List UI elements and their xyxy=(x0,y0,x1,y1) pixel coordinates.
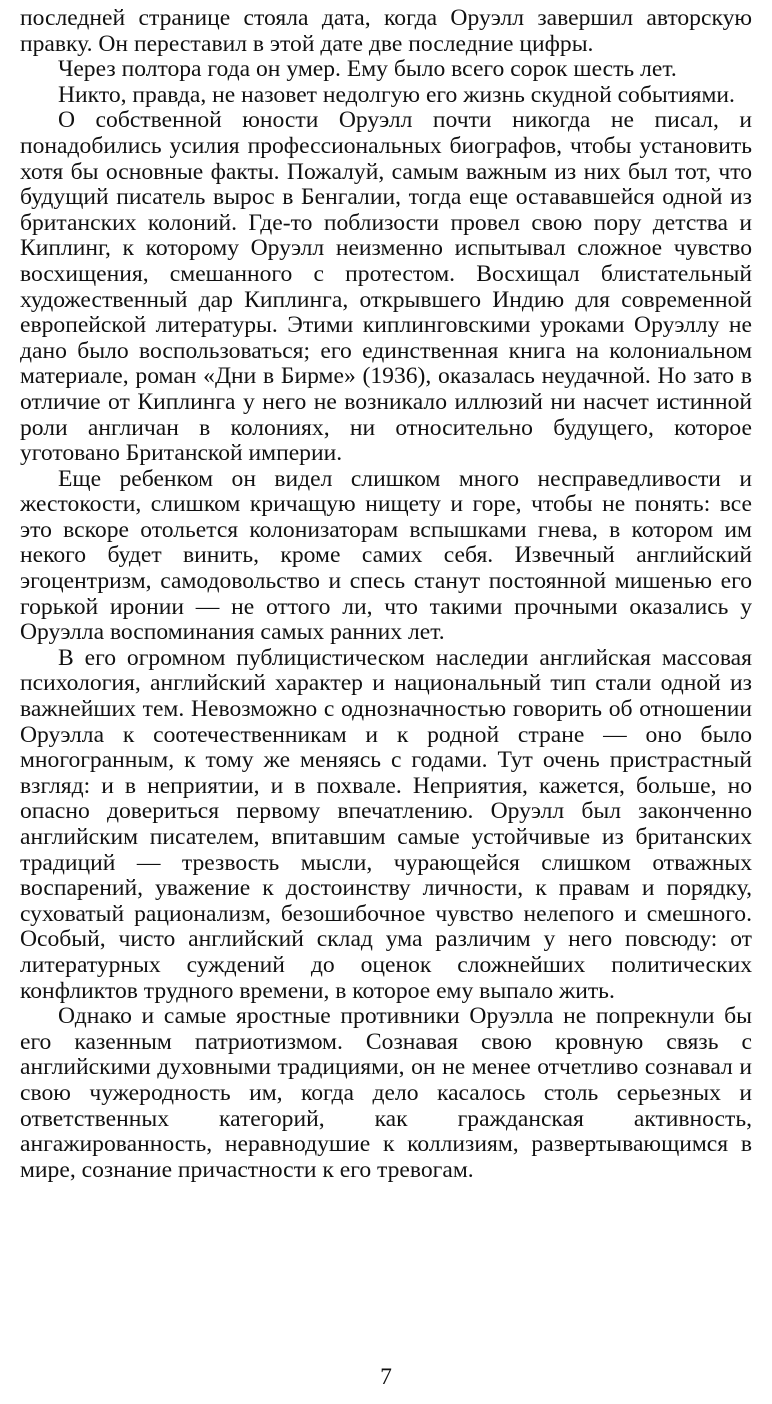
paragraph-5: Еще ребенком он видел слишком много несправедливости и жестокости, слишком кричащую нищету и горе, чтобы не понять: все это вскоре отольется колонизаторам вспышками гнева, в котором им некого будет винить, кроме самих себя. Извечный английский эгоцентризм, самодовольство и спесь станут постоянной мишенью его горькой иронии — не оттого ли, что такими прочными оказались у Оруэлла воспоминания самых ранних лет. xyxy=(20,465,752,646)
text-block xyxy=(20,6,752,1338)
paragraph-7: Однако и самые яростные противники Оруэлла не попрекнули бы его казенным патриотизмом. Сознавая свою кровную связь с английскими духовными традициями, он не менее отчетливо сознавал и свою чужеродность им, когда дело касалось столь серьезных и ответственных категорий, как гражданская активность, ангажированность, неравнодушие к коллизиям, развертывающимся в мире, сознание причастности к его тревогам. xyxy=(20,1003,752,1183)
paragraph-4: О собственной юности Оруэлл почти никогда не писал, и понадобились усилия профессиональных биографов, чтобы установить хотя бы основные факты. Пожалуй, самым важным из них был тот, что будущий писатель вырос в Бенгалии, тогда еще остававшейся одной из британских колоний. Где-то поблизости провел свою пору детства и Киплинг, к которому Оруэлл неизменно испытывал сложное чувство восхищения, смешанного с протестом. Восхищал блистательный художественный дар Киплинга, открывшего Индию для современной европейской литературы. Этими киплинговскими уроками Оруэллу не дано было воспользоваться; его единственная книга на колониальном материале, роман «Дни в Бирме» (1936), оказалась неудачной. Но зато в отличие от Киплинга у него не возникало иллюзий ни насчет истинной роли англичан в колониях, ни относительно будущего, которое уготовано Британской империи. xyxy=(20,107,752,467)
book-page xyxy=(20,6,752,1398)
paragraph-2: Через полтора года он умер. Ему было всего сорок шесть лет. xyxy=(58,56,677,83)
paragraph-3: Никто, правда, не назовет недолгую его жизнь скудной событиями. xyxy=(58,81,735,108)
paragraph-6: В его огромном публицистическом наследии английская массовая психология, английский характер и национальный тип стали одной из важнейших тем. Невозможно с однозначностью говорить об отношении Оруэлла к соотечественникам и к родной стране — оно было многогранным, к тому же меняясь с годами. Тут очень пристрастный взгляд: и в неприятии, и в похвале. Неприятия, кажется, больше, но опасно довериться первому впечатлению. Оруэлл был законченно английским писателем, впитавшим самые устойчивые из британских традиций — трезвость мысли, чурающейся слишком отважных воспарений, уважение к достоинству личности, к правам и порядку, суховатый рационализм, безошибочное чувство нелепого и смешного. Особый, чисто английский склад ума различим у него повсюду: от литературных суждений до оценок сложнейших политических конфликтов трудного времени, в которое ему выпало жить. xyxy=(20,644,752,1004)
paragraph-1: последней странице стояла дата, когда Оруэлл завершил авторскую правку. Он переставил в этой дате две последние цифры. xyxy=(20,6,752,57)
page-number: 7 xyxy=(380,1364,392,1390)
